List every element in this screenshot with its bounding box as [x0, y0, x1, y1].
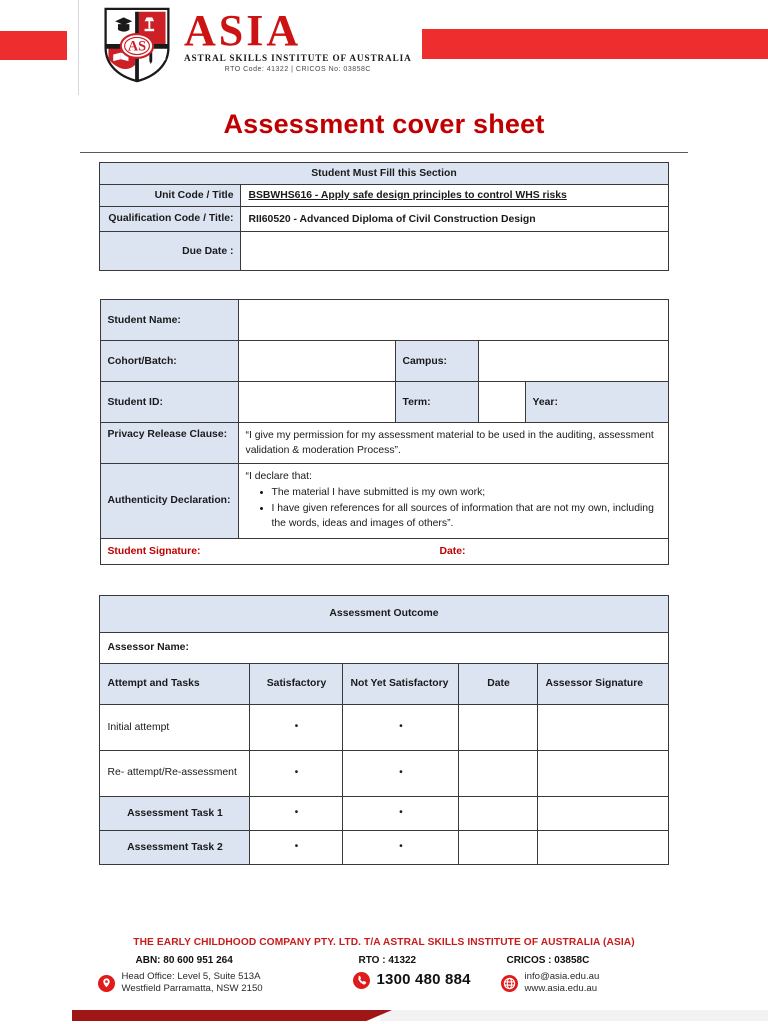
page-header	[0, 0, 768, 95]
footer-accent-bar	[0, 1010, 768, 1024]
outcome-table-header: Assessment Outcome	[100, 595, 668, 632]
satisfactory-marker[interactable]: •	[250, 830, 343, 864]
table-row	[100, 163, 668, 185]
asia-logo	[100, 6, 412, 84]
table-row	[100, 538, 668, 564]
globe-icon	[501, 975, 518, 992]
authenticity-intro: “I declare that:	[245, 471, 312, 483]
assessor-name-label[interactable]: Assessor Name:	[100, 632, 668, 663]
not-yet-satisfactory-marker[interactable]: •	[343, 830, 459, 864]
date-field[interactable]	[459, 796, 538, 830]
assessment-outcome-table	[99, 595, 668, 865]
assessor-signature-field[interactable]	[538, 796, 668, 830]
student-id-label: Student ID:	[100, 382, 238, 423]
location-pin-icon	[98, 975, 115, 992]
footer-rto: RTO : 41322	[358, 954, 417, 966]
unit-code-label: Unit Code / Title	[100, 185, 241, 207]
footer-address-block	[98, 955, 353, 996]
student-name-label: Student Name:	[100, 300, 238, 341]
page-footer	[0, 937, 768, 1024]
logo-subtitle: ASTRAL SKILLS INSTITUTE OF AUSTRALIA	[184, 52, 412, 63]
row-label-re-attempt: Re- attempt/Re-assessment	[100, 750, 250, 796]
logo-wordmark: ASIA	[184, 6, 302, 55]
footer-address-text	[122, 971, 263, 996]
student-signature-label: Student Signature:	[107, 545, 201, 557]
campus-field[interactable]	[478, 341, 668, 382]
table-row	[100, 382, 668, 423]
footer-phone-number[interactable]: 1300 480 884	[376, 971, 471, 989]
unit-code-value[interactable]: BSBWHS616 - Apply safe design principles to control WHS risks	[241, 185, 668, 207]
privacy-release-label: Privacy Release Clause:	[100, 423, 238, 464]
campus-label: Campus:	[395, 341, 478, 382]
table-row	[100, 232, 668, 271]
term-field[interactable]	[478, 382, 525, 423]
date-field[interactable]	[459, 704, 538, 750]
footer-phone-block	[353, 955, 501, 996]
unit-table-header: Student Must Fill this Section	[100, 163, 668, 185]
header-red-bar-right	[422, 29, 768, 59]
table-row	[100, 341, 668, 382]
assessor-signature-field[interactable]	[538, 830, 668, 864]
student-id-field[interactable]	[238, 382, 395, 423]
title-underline-rule	[80, 152, 688, 153]
footer-abn: ABN: 80 600 951 264	[135, 954, 233, 966]
not-yet-satisfactory-marker[interactable]: •	[343, 704, 459, 750]
footer-address-line-2: Westfield Parramatta, NSW 2150	[121, 983, 263, 995]
table-row	[100, 796, 668, 830]
table-row	[100, 464, 668, 538]
table-row	[100, 830, 668, 864]
svg-text:AS: AS	[127, 38, 147, 55]
page-title: Assessment cover sheet	[223, 109, 545, 139]
column-header-assessor-signature: Assessor Signature	[538, 663, 668, 704]
cohort-batch-label: Cohort/Batch:	[100, 341, 238, 382]
qualification-code-label: Qualification Code / Title:	[100, 207, 241, 232]
cohort-batch-field[interactable]	[238, 341, 395, 382]
footer-company-name: THE EARLY CHILDHOOD COMPANY PTY. LTD. T/A ASTRAL SKILLS INSTITUTE OF AUSTRALIA (ASIA)	[133, 936, 635, 948]
footer-website[interactable]: www.asia.edu.au	[524, 983, 598, 995]
row-label-assessment-task-2: Assessment Task 2	[100, 830, 250, 864]
table-row	[100, 663, 668, 704]
row-label-initial-attempt: Initial attempt	[100, 704, 250, 750]
header-divider-line	[78, 0, 79, 95]
assessor-signature-field[interactable]	[538, 750, 668, 796]
column-header-date: Date	[459, 663, 538, 704]
unit-details-table	[99, 162, 668, 271]
table-row	[100, 632, 668, 663]
assessor-signature-field[interactable]	[538, 704, 668, 750]
table-row	[100, 423, 668, 464]
footer-cricos: CRICOS : 03858C	[506, 954, 590, 966]
table-row	[100, 595, 668, 632]
list-item: • The material I have submitted is my own work;	[272, 485, 661, 500]
table-row	[100, 750, 668, 796]
footer-address-line-1: Head Office: Level 5, Suite 513A	[121, 970, 261, 982]
column-header-attempt-tasks: Attempt and Tasks	[100, 663, 250, 704]
due-date-label: Due Date :	[100, 232, 241, 271]
column-header-not-yet-satisfactory: Not Yet Satisfactory	[343, 663, 459, 704]
header-red-bar-left	[0, 31, 67, 60]
column-header-satisfactory: Satisfactory	[250, 663, 343, 704]
list-item: • I have given references for all sources of information that are not my own, including the words, ideas and images of others”.	[272, 501, 661, 531]
authenticity-declaration-label: Authenticity Declaration:	[100, 464, 238, 538]
student-name-field[interactable]	[238, 300, 668, 341]
row-label-assessment-task-1: Assessment Task 1	[100, 796, 250, 830]
table-row	[100, 207, 668, 232]
satisfactory-marker[interactable]: •	[250, 796, 343, 830]
footer-web-block	[501, 955, 691, 996]
asia-crest-icon	[100, 6, 174, 84]
table-row	[100, 704, 668, 750]
footer-contact-text	[525, 971, 600, 996]
term-label: Term:	[395, 382, 478, 423]
footer-email[interactable]: info@asia.edu.au	[524, 970, 600, 982]
logo-registration-codes: RTO Code: 41322 | CRICOS No: 03858C	[224, 65, 371, 73]
date-field[interactable]	[459, 830, 538, 864]
phone-icon	[353, 972, 370, 989]
due-date-value[interactable]	[241, 232, 668, 271]
footer-bar-light-segment	[380, 1010, 768, 1021]
table-row	[100, 185, 668, 207]
student-signature-row	[100, 538, 668, 564]
date-field[interactable]	[459, 750, 538, 796]
student-details-table	[100, 299, 669, 564]
satisfactory-marker[interactable]: •	[250, 704, 343, 750]
not-yet-satisfactory-marker[interactable]: •	[343, 750, 459, 796]
year-label: Year:	[525, 382, 668, 423]
satisfactory-marker[interactable]: •	[250, 750, 343, 796]
not-yet-satisfactory-marker[interactable]: •	[343, 796, 459, 830]
authenticity-declaration-text	[238, 464, 668, 538]
privacy-release-text: “I give my permission for my assessment material to be used in the auditing, assessment validation & moderation Process”.	[238, 423, 668, 464]
table-row	[100, 300, 668, 341]
authenticity-bullet-list	[246, 485, 661, 531]
student-signature-date-label: Date:	[439, 545, 466, 557]
footer-bar-dark-segment	[72, 1010, 392, 1021]
qualification-code-value[interactable]: RII60520 - Advanced Diploma of Civil Construction Design	[241, 207, 668, 232]
